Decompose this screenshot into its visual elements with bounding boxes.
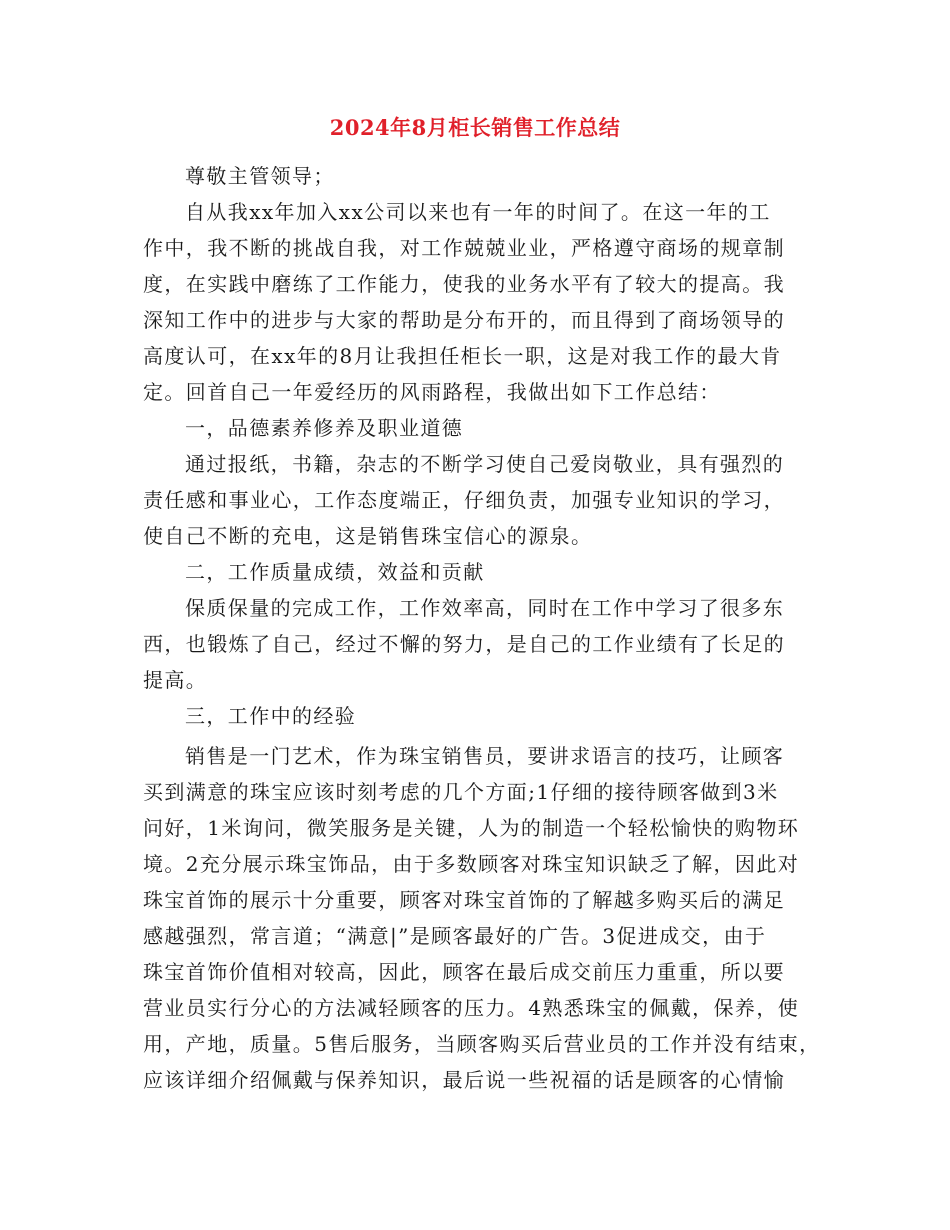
paragraph-line: 感越强烈，常言道；“满意|”是顾客最好的广告。3促进成交，由于: [143, 924, 767, 948]
section-heading: 一，品德素养修养及职业道德: [185, 416, 464, 440]
document-title: 2024年8月柜长销售工作总结: [329, 115, 621, 140]
paragraph-line: 西，也锻炼了自己，经过不懈的努力，是自己的工作业绩有了长足的: [143, 632, 785, 656]
paragraph-line: 定。回首自己一年爱经历的风雨路程，我做出如下工作总结：: [143, 380, 721, 404]
paragraph-line: 问好，1米询问，微笑服务是关键，人为的制造一个轻松愉快的购物环: [143, 816, 800, 840]
paragraph-line: 用，产地，质量。5售后服务，当顾客购买后营业员的工作并没有结束，: [143, 1032, 821, 1056]
section-heading: 二，工作质量成绩，效益和贡献: [185, 560, 485, 584]
paragraph-line: 保质保量的完成工作，工作效率高，同时在工作中学习了很多东: [185, 596, 785, 620]
section-heading: 三，工作中的经验: [185, 704, 357, 728]
paragraph-line: 境。2充分展示珠宝饰品，由于多数顾客对珠宝知识缺乏了解，因此对: [143, 852, 800, 876]
paragraph-line: 自从我xx年加入xx公司以来也有一年的时间了。在这一年的工: [185, 200, 771, 224]
paragraph-line: 营业员实行分心的方法减轻顾客的压力。4熟悉珠宝的佩戴，保养，使: [143, 996, 800, 1020]
paragraph-line: 提高。: [143, 668, 208, 692]
paragraph-line: 度，在实践中磨练了工作能力，使我的业务水平有了较大的提高。我: [143, 272, 785, 296]
paragraph-line: 通过报纸，书籍，杂志的不断学习使自己爱岗敬业，具有强烈的: [185, 452, 785, 476]
paragraph-line: 销售是一门艺术，作为珠宝销售员，要讲求语言的技巧，让顾客: [185, 744, 785, 768]
paragraph-line: 深知工作中的进步与大家的帮助是分布开的，而且得到了商场领导的: [143, 308, 785, 332]
paragraph-line: 买到满意的珠宝应该时刻考虑的几个方面;1仔细的接待顾客做到3米: [143, 780, 779, 804]
paragraph-line: 高度认可，在xx年的8月让我担任柜长一职，这是对我工作的最大肯: [143, 344, 782, 368]
paragraph-line: 使自己不断的充电，这是销售珠宝信心的源泉。: [143, 524, 593, 548]
salutation: 尊敬主管领导；: [185, 164, 335, 188]
paragraph-line: 珠宝首饰的展示十分重要，顾客对珠宝首饰的了解越多购买后的满足: [143, 888, 785, 912]
paragraph-line: 责任感和事业心，工作态度端正，仔细负责，加强专业知识的学习，: [143, 488, 785, 512]
paragraph-line: 珠宝首饰价值相对较高，因此，顾客在最后成交前压力重重，所以要: [143, 960, 785, 984]
paragraph-line: 应该详细介绍佩戴与保养知识，最后说一些祝福的话是顾客的心情愉: [143, 1068, 785, 1092]
paragraph-line: 作中，我不断的挑战自我，对工作兢兢业业，严格遵守商场的规章制: [143, 236, 785, 260]
